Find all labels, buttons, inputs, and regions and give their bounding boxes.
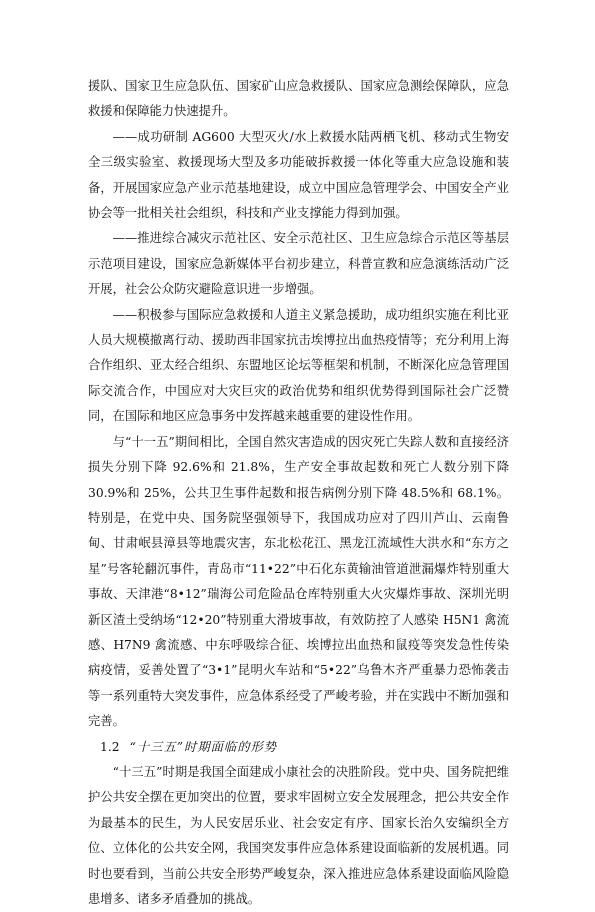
paragraph-community: ——推进综合减灾示范社区、安全示范社区、卫生应急综合示范区等基层示范项目建设，国家应急新媒体平台初步建立，科普宣教和应急演练活动广泛开展，社会公众防灾避险意识进一步增强。 (88, 231, 509, 297)
paragraph-equipment: ——成功研制 AG600 大型灭火/水上救援水陆两栖飞机、移动式生物安全三级实验室、救援现场大型及多功能破拆救援一体化等重大应急设施和装备，开展国家应急产业示范基地建设，成立中国应急管理学会、中国安全产业协会等一批相关社会组织，科技和产业支撑能力得到加强。 (88, 129, 509, 221)
document-body (88, 74, 509, 912)
section-number: 1.2 (100, 739, 120, 754)
section-title: “十三五”时期面临的形势 (129, 739, 278, 754)
paragraph-statistics: 与“十一五”期间相比，全国自然灾害造成的因灾死亡失踪人数和直接经济损失分别下降 92.6%和 21.8%，生产安全事故起数和死亡人数分别下降 30.9%和 25%，公共卫生事件起数和报告病例分别下降 48.5%和 68.1%。特别是，在党中央、国务院坚强领导下，我国成功应对了四川芦山、云南鲁甸、甘肃岷县漳县等地震灾害，东北松花江、黑龙江流域性大洪水和“东方之星”号客轮翻沉事件，青岛市“11•22”中石化东黄输油管道泄漏爆炸特别重大事故、天津港“8•12”瑞海公司危险品仓库特别重大火灾爆炸事故、深圳光明新区渣土受纳场“12•20”特别重大滑坡事故，有效防控了人感染 H5N1 禽流感、H7N9 禽流感、中东呼吸综合征、埃博拉出血热和鼠疫等突发急性传染病疫情，妥善处置了“3•1”昆明火车站和“5•22”乌鲁木齐严重暴力恐怖袭击等一系列重特大突发事件，应急体系经受了严峻考验，并在实践中不断加强和完善。 (88, 434, 509, 729)
paragraph-international: ——积极参与国际应急救援和人道主义紧急援助，成功组织实施在利比亚人员大规模撤离行动、援助西非国家抗击埃博拉出血热疫情等；充分利用上海合作组织、亚太经合组织、东盟地区论坛等框架和机制，不断深化应急管理国际交流合作，中国应对大灾巨灾的政治优势和组织优势得到国际社会广泛赞同，在国际和地区应急事务中发挥越来越重要的建设性作用。 (88, 307, 509, 424)
paragraph-thirteenth-five-year: “十三五”时期是我国全面建成小康社会的决胜阶段。党中央、国务院把维护公共安全摆在更加突出的位置，要求牢固树立安全发展理念，把公共安全作为最基本的民生，为人民安居乐业、社会安定有序、国家长治久安编织全方位、立体化的公共安全网，我国突发事件应急体系建设面临新的发展机遇。同时也要看到，当前公共安全形势严峻复杂，深入推进应急体系建设面临风险隐患增多、诸多矛盾叠加的挑战。 (88, 764, 509, 906)
paragraph-rescue-teams: 援队、国家卫生应急队伍、国家矿山应急救援队、国家应急测绘保障队，应急救援和保障能力快速提升。 (88, 79, 509, 119)
section-heading (88, 735, 509, 760)
